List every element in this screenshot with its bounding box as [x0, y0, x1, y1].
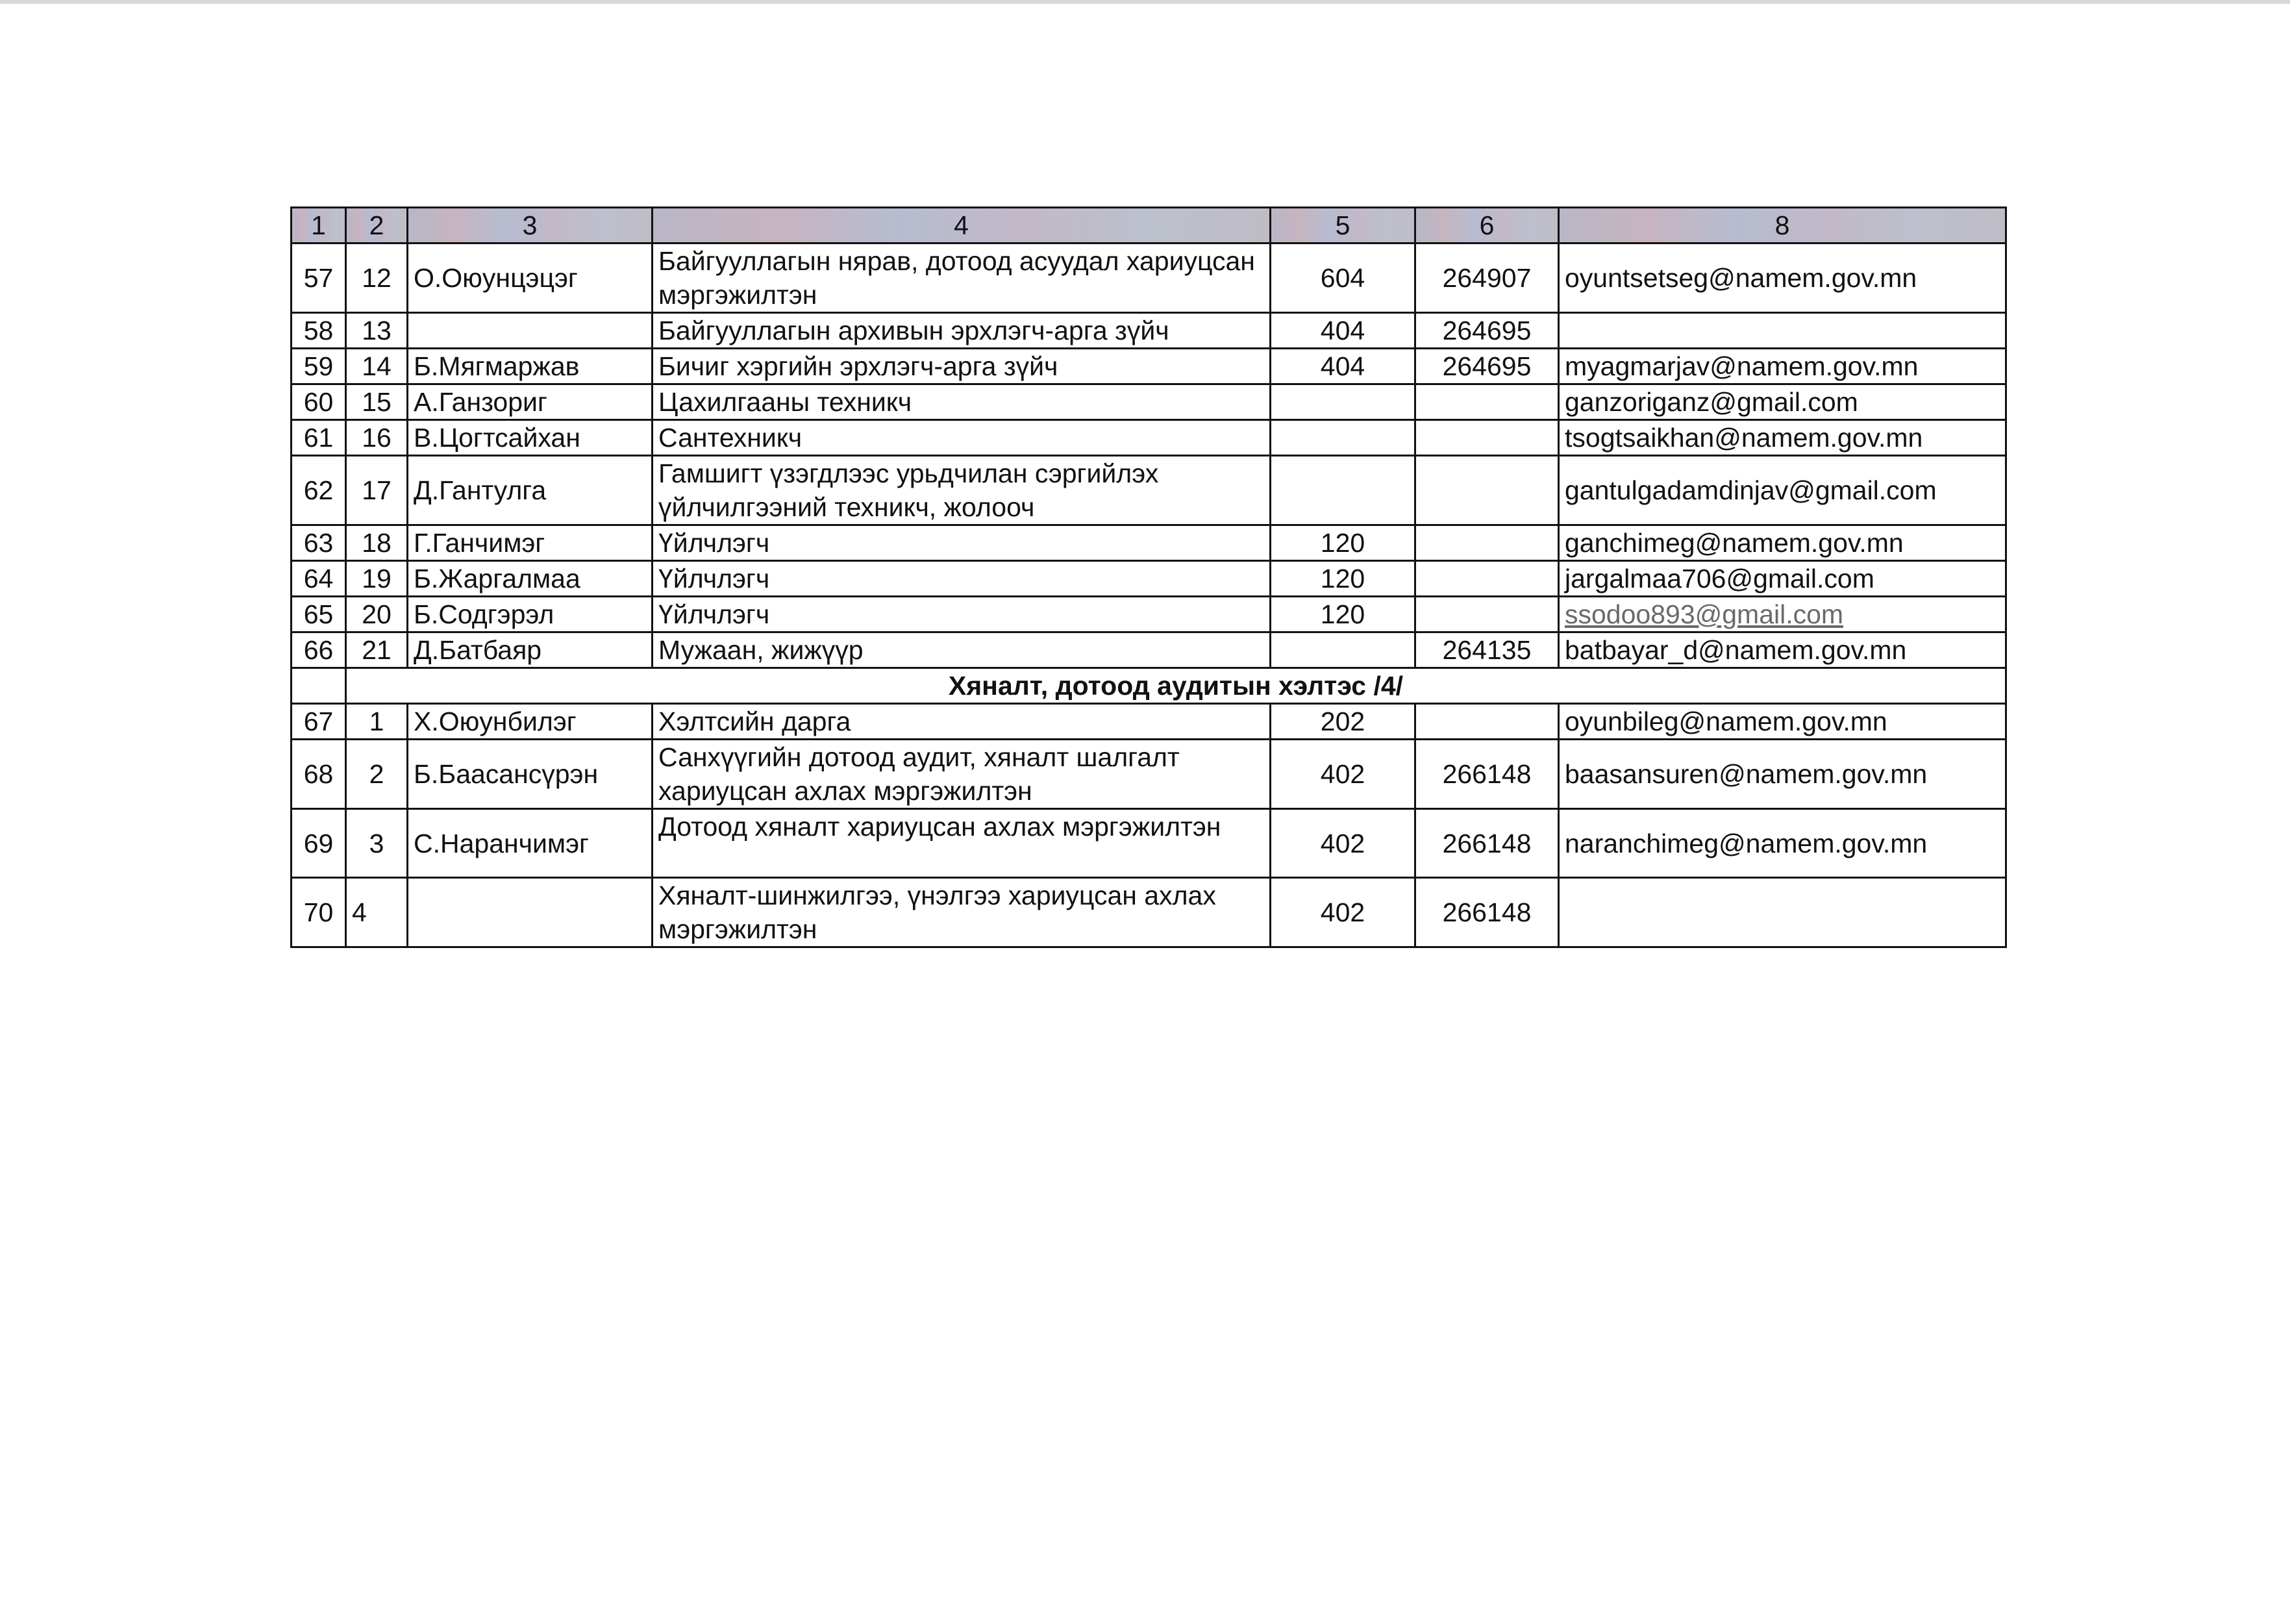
header-col-1: 1	[292, 208, 346, 244]
employee-name	[408, 878, 653, 947]
employee-name: Х.Оюунбилэг	[408, 704, 653, 740]
email-address: ganzoriganz@gmail.com	[1559, 384, 2006, 420]
row-index: 12	[346, 244, 408, 313]
phone-number: 266148	[1415, 809, 1559, 878]
room-number	[1271, 384, 1415, 420]
row-number: 68	[292, 740, 346, 809]
employee-position: Дотоод хяналт хариуцсан ахлах мэргэжилтэн	[653, 809, 1271, 878]
table-row	[292, 632, 2006, 668]
employee-name: Б.Содгэрэл	[408, 597, 653, 632]
employee-position: Бичиг хэргийн эрхлэгч-арга зүйч	[653, 349, 1271, 384]
email-address: oyunbileg@namem.gov.mn	[1559, 704, 2006, 740]
row-index: 2	[346, 740, 408, 809]
employee-name: А.Ганзориг	[408, 384, 653, 420]
employee-position: Байгууллагын нярав, дотоод асуудал хариуцсан мэргэжилтэн	[653, 244, 1271, 313]
email-address: naranchimeg@namem.gov.mn	[1559, 809, 2006, 878]
room-number: 120	[1271, 525, 1415, 561]
employee-name: Г.Ганчимэг	[408, 525, 653, 561]
row-number: 58	[292, 313, 346, 349]
employee-name: Б.Жаргалмаа	[408, 561, 653, 597]
employee-position: Хэлтсийн дарга	[653, 704, 1271, 740]
email-address	[1559, 878, 2006, 947]
header-col-6: 6	[1415, 208, 1559, 244]
row-index: 3	[346, 809, 408, 878]
email-address	[1559, 313, 2006, 349]
page-top-edge	[0, 0, 2290, 4]
room-number: 404	[1271, 313, 1415, 349]
table-row	[292, 740, 2006, 809]
phone-number	[1415, 420, 1559, 456]
email-address: myagmarjav@namem.gov.mn	[1559, 349, 2006, 384]
room-number: 404	[1271, 349, 1415, 384]
email-link[interactable]: ssodoo893@gmail.com	[1559, 597, 2006, 632]
employee-position: Байгууллагын архивын эрхлэгч-арга зүйч	[653, 313, 1271, 349]
row-index: 4	[346, 878, 408, 947]
phone-number	[1415, 597, 1559, 632]
room-number: 120	[1271, 597, 1415, 632]
room-number: 604	[1271, 244, 1415, 313]
room-number: 402	[1271, 878, 1415, 947]
row-number: 66	[292, 632, 346, 668]
table-row	[292, 878, 2006, 947]
email-address: batbayar_d@namem.gov.mn	[1559, 632, 2006, 668]
staff-contact-table	[290, 206, 2007, 948]
employee-name: Б.Мягмаржав	[408, 349, 653, 384]
email-address: tsogtsaikhan@namem.gov.mn	[1559, 420, 2006, 456]
row-number: 69	[292, 809, 346, 878]
phone-number	[1415, 384, 1559, 420]
row-number: 67	[292, 704, 346, 740]
row-number: 57	[292, 244, 346, 313]
employee-position: Сантехникч	[653, 420, 1271, 456]
table-row	[292, 597, 2006, 632]
employee-name: Б.Баасансүрэн	[408, 740, 653, 809]
row-index: 17	[346, 456, 408, 525]
table-row	[292, 420, 2006, 456]
phone-number	[1415, 525, 1559, 561]
phone-number	[1415, 561, 1559, 597]
phone-number: 266148	[1415, 878, 1559, 947]
row-number: 63	[292, 525, 346, 561]
email-address: ganchimeg@namem.gov.mn	[1559, 525, 2006, 561]
phone-number: 264135	[1415, 632, 1559, 668]
section-empty-cell	[292, 668, 346, 704]
table-row	[292, 809, 2006, 878]
section-row	[292, 668, 2006, 704]
employee-position: Мужаан, жижүүр	[653, 632, 1271, 668]
header-row	[292, 208, 2006, 244]
row-number: 62	[292, 456, 346, 525]
employee-name: Д.Гантулга	[408, 456, 653, 525]
row-index: 14	[346, 349, 408, 384]
row-index: 20	[346, 597, 408, 632]
room-number: 402	[1271, 809, 1415, 878]
header-col-8: 8	[1559, 208, 2006, 244]
employee-position: Санхүүгийн дотоод аудит, хяналт шалгалт хариуцсан ахлах мэргэжилтэн	[653, 740, 1271, 809]
phone-number: 264695	[1415, 313, 1559, 349]
table-row	[292, 313, 2006, 349]
email-address: gantulgadamdinjav@gmail.com	[1559, 456, 2006, 525]
header-col-2: 2	[346, 208, 408, 244]
employee-name: С.Наранчимэг	[408, 809, 653, 878]
row-number: 59	[292, 349, 346, 384]
header-col-4: 4	[653, 208, 1271, 244]
row-index: 16	[346, 420, 408, 456]
room-number: 202	[1271, 704, 1415, 740]
employee-name	[408, 313, 653, 349]
employee-position: Үйлчлэгч	[653, 597, 1271, 632]
row-number: 70	[292, 878, 346, 947]
phone-number	[1415, 456, 1559, 525]
header-col-5: 5	[1271, 208, 1415, 244]
table-row	[292, 244, 2006, 313]
room-number: 120	[1271, 561, 1415, 597]
employee-position: Үйлчлэгч	[653, 525, 1271, 561]
phone-number: 264695	[1415, 349, 1559, 384]
employee-name: О.Оюунцэцэг	[408, 244, 653, 313]
table-row	[292, 561, 2006, 597]
employee-position: Цахилгааны техникч	[653, 384, 1271, 420]
section-title: Хяналт, дотоод аудитын хэлтэс /4/	[346, 668, 2006, 704]
row-number: 60	[292, 384, 346, 420]
employee-name: Д.Батбаяр	[408, 632, 653, 668]
row-number: 61	[292, 420, 346, 456]
email-address: baasansuren@namem.gov.mn	[1559, 740, 2006, 809]
email-address: oyuntsetseg@namem.gov.mn	[1559, 244, 2006, 313]
row-index: 19	[346, 561, 408, 597]
phone-number: 266148	[1415, 740, 1559, 809]
staff-table-container	[290, 206, 2005, 948]
phone-number	[1415, 704, 1559, 740]
row-index: 21	[346, 632, 408, 668]
employee-position: Үйлчлэгч	[653, 561, 1271, 597]
row-index: 18	[346, 525, 408, 561]
employee-name: В.Цогтсайхан	[408, 420, 653, 456]
email-address: jargalmaa706@gmail.com	[1559, 561, 2006, 597]
phone-number: 264907	[1415, 244, 1559, 313]
employee-position: Хяналт-шинжилгээ, үнэлгээ хариуцсан ахлах мэргэжилтэн	[653, 878, 1271, 947]
table-row	[292, 384, 2006, 420]
row-index: 1	[346, 704, 408, 740]
row-index: 15	[346, 384, 408, 420]
table-row	[292, 349, 2006, 384]
table-row	[292, 456, 2006, 525]
room-number: 402	[1271, 740, 1415, 809]
row-number: 64	[292, 561, 346, 597]
room-number	[1271, 456, 1415, 525]
table-row	[292, 525, 2006, 561]
row-number: 65	[292, 597, 346, 632]
room-number	[1271, 632, 1415, 668]
row-index: 13	[346, 313, 408, 349]
employee-position: Гамшигт үзэгдлээс урьдчилан сэргийлэх үйлчилгээний техникч, жолооч	[653, 456, 1271, 525]
table-row	[292, 704, 2006, 740]
room-number	[1271, 420, 1415, 456]
header-col-3: 3	[408, 208, 653, 244]
